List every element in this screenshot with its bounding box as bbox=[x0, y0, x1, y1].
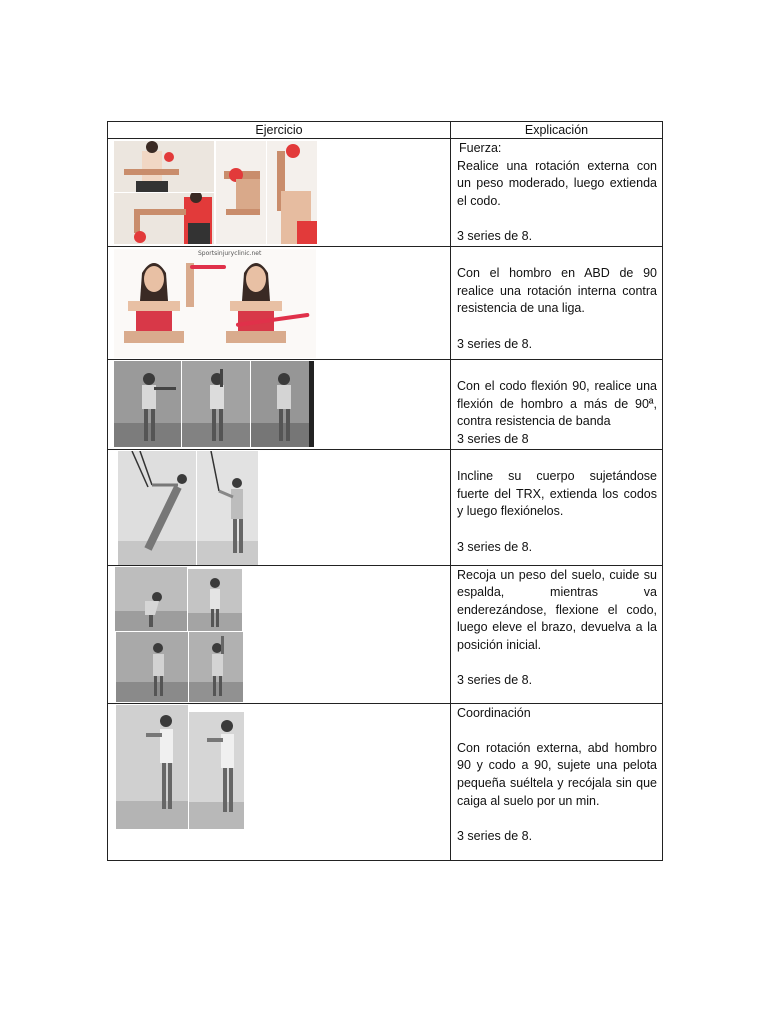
sets-text: 3 series de 8. bbox=[457, 673, 533, 688]
exercise-image-cell bbox=[108, 703, 451, 860]
section-label: Fuerza: bbox=[459, 141, 502, 155]
explanation-text: Con rotación externa, abd hombro 90 y codo a 90, sujete una pelota pequeña suéltela y recójala sin que caiga al suelo por un min. bbox=[457, 740, 657, 808]
table-row bbox=[108, 359, 663, 449]
table-row bbox=[108, 449, 663, 565]
sets-text: 3 series de 8. bbox=[457, 228, 533, 243]
explanation-cell bbox=[451, 703, 663, 860]
blank-line bbox=[457, 451, 657, 469]
table-row bbox=[108, 565, 663, 703]
watermark-text: Sportsinjuryclinic.net bbox=[198, 249, 262, 257]
exercise-table-container bbox=[107, 121, 662, 861]
band-flexion-photo-1 bbox=[114, 361, 181, 447]
exercise-image-cell bbox=[108, 246, 451, 359]
sets-text: 3 series de 8. bbox=[457, 539, 533, 554]
explanation-text: Recoja un peso del suelo, cuide su espalda, mientras va enderezándose, flexione el codo, luego eleve el brazo, devuelva a la posición inicial. bbox=[457, 567, 657, 652]
explanation-cell bbox=[451, 139, 663, 247]
pickup-photo-3 bbox=[116, 632, 188, 702]
header-exercise: Ejercicio bbox=[108, 122, 451, 139]
exercise-image-cell bbox=[108, 359, 451, 449]
blank-line bbox=[457, 521, 657, 539]
table-header-row bbox=[108, 122, 663, 139]
band-flexion-photo-3 bbox=[251, 361, 314, 447]
trx-photo-2 bbox=[197, 451, 258, 565]
exercise-image-cell bbox=[108, 449, 451, 565]
blank-line bbox=[457, 810, 657, 828]
header-explanation: Explicación bbox=[451, 122, 663, 139]
kettlebell-photo-4 bbox=[267, 141, 317, 244]
table-row bbox=[108, 139, 663, 247]
ball-drop-photo-1 bbox=[116, 705, 188, 829]
trx-photo-1 bbox=[118, 451, 196, 565]
sets-text: 3 series de 8. bbox=[457, 828, 533, 843]
exercise-image-cell bbox=[108, 565, 451, 703]
table-row bbox=[108, 703, 663, 860]
explanation-text: Realice una rotación externa con un peso moderado, luego extienda el codo. bbox=[457, 158, 657, 208]
ball-drop-photo-2 bbox=[189, 712, 244, 829]
blank-line bbox=[457, 210, 657, 228]
section-label: Coordinación bbox=[457, 705, 531, 720]
table-row bbox=[108, 246, 663, 359]
sets-text: 3 series de 8 bbox=[457, 431, 529, 446]
red-band bbox=[190, 265, 226, 269]
kettlebell-photo-3 bbox=[216, 141, 266, 244]
exercise-table bbox=[107, 121, 663, 861]
blank-line bbox=[457, 318, 657, 336]
blank-line bbox=[457, 722, 657, 740]
explanation-text: Con el hombro en ABD de 90 realice una rotación interna contra resistencia de una liga. bbox=[457, 266, 657, 316]
sets-text: 3 series de 8. bbox=[457, 336, 533, 351]
explanation-cell bbox=[451, 359, 663, 449]
exercise-image-cell bbox=[108, 139, 451, 247]
pickup-photo-4 bbox=[189, 632, 243, 702]
blank-line bbox=[457, 361, 657, 379]
explanation-cell bbox=[451, 565, 663, 703]
explanation-cell bbox=[451, 449, 663, 565]
blank-line bbox=[457, 248, 657, 266]
explanation-text: Incline su cuerpo sujetándose fuerte del TRX, extienda los codos y luego flexiónelos. bbox=[457, 469, 657, 519]
explanation-cell bbox=[451, 246, 663, 359]
pickup-photo-2 bbox=[188, 569, 242, 631]
band-flexion-photo-2 bbox=[182, 361, 250, 447]
kettlebell-photo-1 bbox=[114, 141, 214, 192]
kettlebell-photo-2 bbox=[114, 193, 214, 244]
explanation-text: Con el codo flexión 90, realice una flexión de hombro a más de 90ª, contra resistencia de banda bbox=[457, 379, 657, 429]
pickup-photo-1 bbox=[115, 567, 187, 631]
blank-line bbox=[457, 655, 657, 673]
